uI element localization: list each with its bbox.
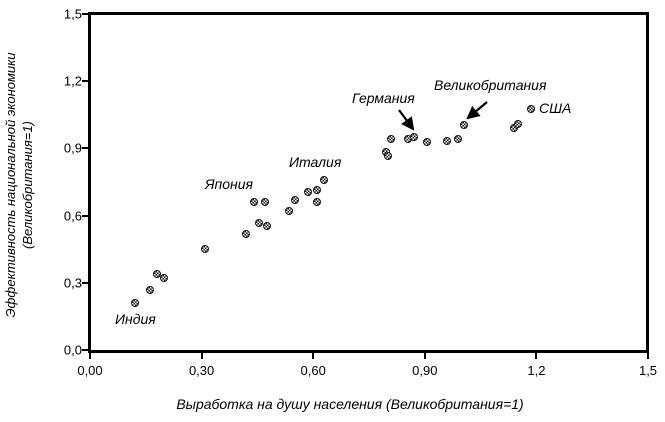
y-axis-tick-label: 0,9 [63, 140, 82, 156]
y-axis-tick [82, 13, 88, 15]
y-axis-tick [82, 282, 88, 284]
data-point [146, 286, 154, 294]
x-axis-tick [424, 353, 426, 359]
y-axis-tick [82, 215, 88, 217]
x-axis-tick [89, 353, 91, 359]
data-point-япония [250, 198, 258, 206]
data-point-италия [313, 186, 321, 194]
y-axis-tick-label: 0,6 [63, 208, 82, 224]
data-point-великобритания [460, 121, 468, 129]
country-label: Италия [289, 154, 342, 170]
x-axis-tick-label: 1,2 [527, 363, 546, 378]
data-point [131, 299, 139, 307]
y-axis-tick-label: 1,2 [63, 73, 82, 89]
y-axis-tick [82, 147, 88, 149]
y-axis-title-line1: Эффективность национальной экономики [3, 52, 18, 318]
y-axis-title-line2: (Великобритания=1) [20, 121, 35, 249]
data-point [384, 152, 392, 160]
data-point [304, 188, 312, 196]
y-axis-tick-label: 1,5 [63, 6, 82, 22]
x-axis-tick [312, 353, 314, 359]
y-axis-title [2, 0, 36, 396]
country-label: США [539, 100, 572, 116]
x-axis-title: Выработка на душу населения (Великобритания=1) [176, 396, 524, 412]
country-label: Индия [115, 311, 156, 327]
data-point [261, 198, 269, 206]
data-point-сша [527, 105, 535, 113]
x-axis-tick-label: 0,00 [77, 363, 103, 378]
x-axis-tick [535, 353, 537, 359]
x-axis-tick-label: 0,30 [188, 363, 215, 378]
country-label: Великобритания [434, 77, 547, 93]
data-point [242, 230, 250, 238]
x-axis-tick-label: 1,5 [638, 363, 658, 378]
x-axis-tick-label: 0,90 [412, 363, 438, 378]
data-point [443, 137, 451, 145]
data-point [514, 120, 522, 128]
y-axis-tick-label: 0,3 [63, 275, 82, 291]
plot-area [88, 12, 649, 353]
x-axis-tick [201, 353, 203, 359]
country-label: Япония [205, 176, 254, 192]
y-axis-tick [82, 349, 88, 351]
y-axis-tick [82, 80, 88, 82]
x-axis-tick-label: 0,60 [300, 363, 326, 378]
data-point-германия [410, 133, 418, 141]
data-point [291, 196, 299, 204]
data-point [423, 138, 431, 146]
x-axis-tick [647, 353, 649, 359]
country-label: Германия [352, 90, 415, 106]
data-point [263, 222, 271, 230]
y-axis-tick-label: 0,0 [63, 342, 82, 358]
